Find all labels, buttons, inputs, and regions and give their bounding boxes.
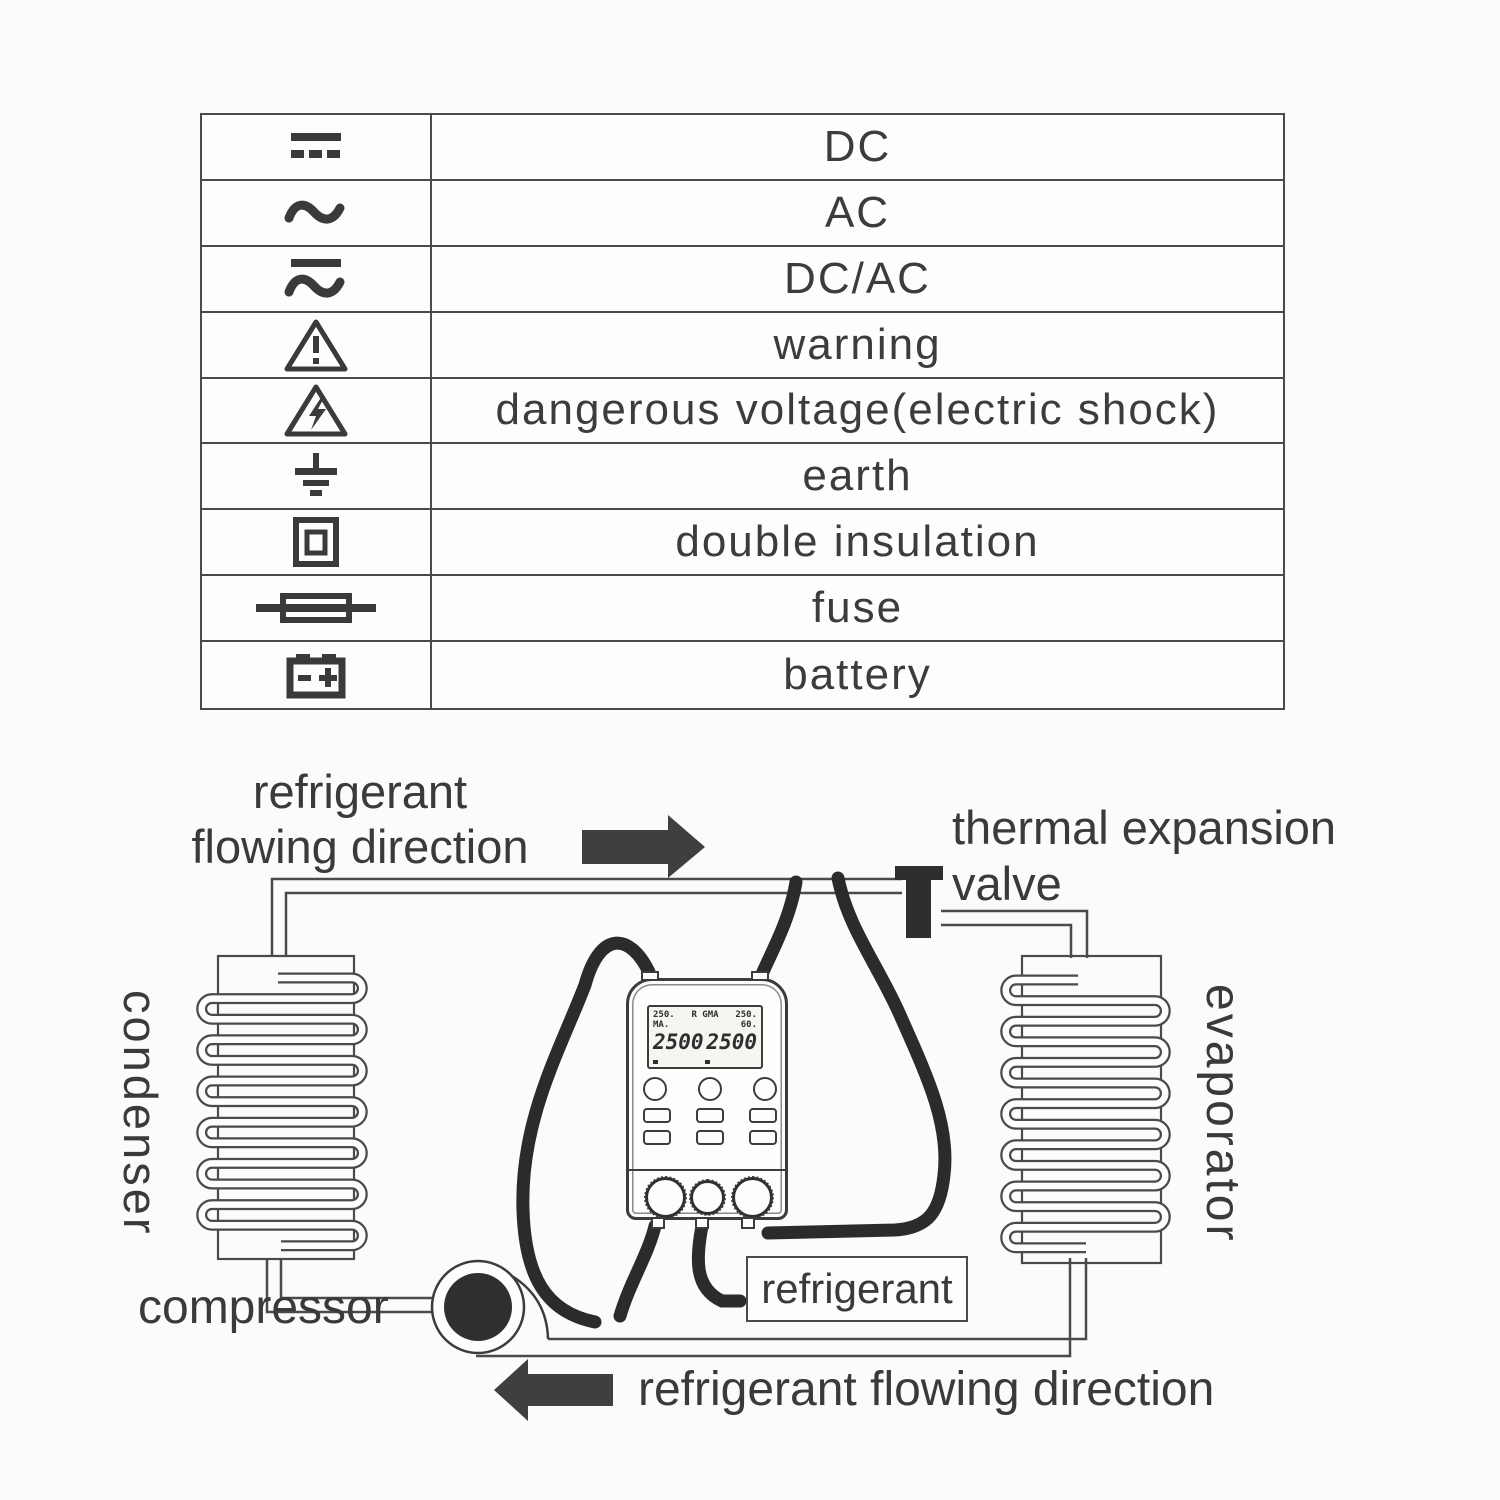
symbol-description: DC/AC bbox=[784, 253, 931, 303]
evaporator-coil-inner bbox=[1006, 980, 1166, 1248]
hose-bottom-middle bbox=[698, 1226, 740, 1301]
pipe-condenser-to-valve-outer bbox=[272, 879, 902, 956]
gauge-bottom-right-port bbox=[741, 1217, 755, 1229]
lcd-top-right: 250. bbox=[735, 1010, 757, 1020]
gauge-button[interactable] bbox=[696, 1108, 724, 1123]
symbol-description: warning bbox=[773, 319, 942, 369]
lcd-main-row bbox=[653, 1030, 757, 1054]
gauge-round-button[interactable] bbox=[643, 1077, 667, 1101]
gauge-bottom-left-port bbox=[651, 1217, 665, 1229]
hose-valve-to-gauge bbox=[762, 882, 796, 974]
lcd-main-left: 2500 bbox=[653, 1030, 704, 1054]
symbol-description: AC bbox=[824, 187, 891, 237]
keypad-row bbox=[643, 1108, 777, 1123]
lcd-mid-left: MA. bbox=[653, 1020, 670, 1030]
expansion-valve bbox=[895, 866, 943, 938]
condenser-label: condenser bbox=[114, 990, 167, 1237]
expansion-valve-line1: thermal expansion bbox=[952, 801, 1337, 854]
gauge-button[interactable] bbox=[643, 1108, 671, 1123]
symbol-description: double insulation bbox=[675, 517, 1040, 567]
evaporator-label: evaporator bbox=[1196, 984, 1249, 1244]
symbol-description: fuse bbox=[811, 583, 904, 633]
gauge-knob-right[interactable] bbox=[732, 1177, 773, 1218]
manifold-gauge bbox=[626, 978, 788, 1220]
gauge-knob-panel-divider bbox=[629, 1169, 785, 1171]
pipe-valve-to-evaporator-inner bbox=[941, 925, 1071, 958]
bottom-flow-label: refrigerant flowing direction bbox=[638, 1363, 1215, 1416]
gauge-lcd-display bbox=[647, 1005, 763, 1069]
gauge-button[interactable] bbox=[749, 1108, 777, 1123]
gauge-keypad bbox=[643, 1077, 777, 1152]
compressor-label: compressor bbox=[138, 1281, 389, 1334]
top-flow-line2: flowing direction bbox=[191, 820, 529, 873]
expansion-valve-line2: valve bbox=[952, 857, 1062, 910]
gauge-button[interactable] bbox=[643, 1130, 671, 1145]
gauge-top-right-port bbox=[751, 971, 769, 981]
keypad-row bbox=[643, 1130, 777, 1145]
symbol-description: earth bbox=[802, 451, 913, 501]
top-flow-label bbox=[150, 764, 570, 874]
expansion-valve-label bbox=[952, 800, 1336, 912]
flow-arrow-left-icon bbox=[494, 1359, 613, 1421]
lcd-mid-right: 60. bbox=[740, 1020, 757, 1030]
gauge-round-button[interactable] bbox=[753, 1077, 777, 1101]
compressor-rotor bbox=[444, 1273, 512, 1341]
lcd-top-left: 250. bbox=[653, 1010, 675, 1020]
valve-cap bbox=[895, 866, 943, 880]
hose-bottom-left bbox=[620, 1226, 655, 1316]
symbol-description: dangerous voltage(electric shock) bbox=[495, 385, 1220, 435]
pipe-valve-to-evaporator-outer bbox=[941, 911, 1087, 958]
gauge-button[interactable] bbox=[696, 1130, 724, 1145]
gauge-button[interactable] bbox=[749, 1130, 777, 1145]
gauge-knob-left[interactable] bbox=[645, 1177, 686, 1218]
lcd-marker bbox=[705, 1060, 710, 1064]
pipe-condenser-to-valve-inner bbox=[286, 893, 902, 956]
condenser-coil-inner bbox=[202, 978, 363, 1246]
symbol-description: battery bbox=[783, 650, 932, 700]
lcd-top-center: R GMA bbox=[691, 1010, 719, 1020]
gauge-knob-middle[interactable] bbox=[690, 1180, 725, 1215]
lcd-mid-row bbox=[653, 1020, 757, 1030]
valve-body bbox=[906, 880, 931, 938]
symbol-description: DC bbox=[823, 121, 892, 171]
lcd-main-right: 2500 bbox=[706, 1030, 757, 1054]
gauge-bottom-middle-port bbox=[695, 1217, 709, 1229]
refrigerant-box-label: refrigerant bbox=[746, 1256, 968, 1322]
lcd-marker bbox=[653, 1060, 658, 1064]
flow-arrow-right-icon bbox=[582, 815, 705, 878]
keypad-row bbox=[643, 1077, 777, 1101]
gauge-round-button[interactable] bbox=[698, 1077, 722, 1101]
lcd-top-row bbox=[653, 1010, 757, 1020]
gauge-top-left-port bbox=[641, 971, 659, 981]
top-flow-line1: refrigerant bbox=[252, 765, 468, 818]
